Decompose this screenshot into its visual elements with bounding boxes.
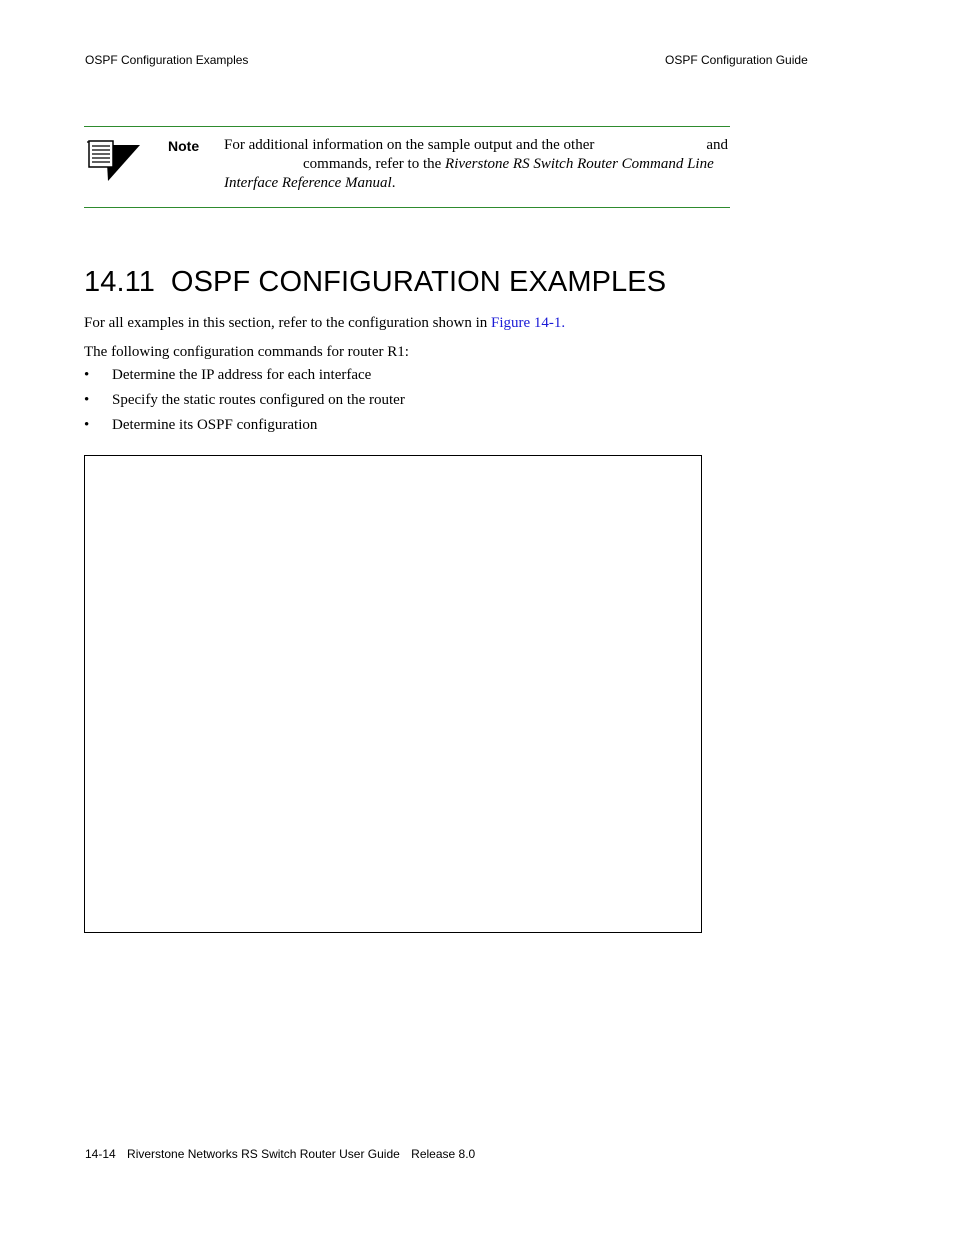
bullet-text: Specify the static routes configured on the router: [112, 392, 405, 408]
note-line-1: [224, 136, 728, 155]
section-number: 14.11: [84, 266, 155, 298]
section-heading: [84, 266, 666, 299]
bullet-icon: •: [84, 367, 90, 383]
bullet-text: Determine its OSPF configuration: [112, 417, 318, 433]
bullet-icon: •: [84, 417, 90, 433]
intro-paragraph: [84, 315, 565, 332]
note-line-3-text: [224, 174, 395, 193]
bullet-text: Determine the IP address for each interface: [112, 367, 372, 383]
footer-release: Release 8.0: [411, 1147, 476, 1161]
note-line-1-end: and: [706, 137, 728, 153]
note-line-2-start: commands, refer to the: [303, 156, 442, 172]
note-text: [224, 136, 728, 193]
running-header-left: OSPF Configuration Examples: [85, 53, 249, 67]
note-line-3-end: .: [391, 175, 396, 191]
note-line-2: [224, 155, 728, 174]
note-bottom-rule: [84, 207, 730, 208]
manual-title-part-2: Interface Reference Manual: [224, 175, 392, 191]
note-line-2-text: [303, 155, 714, 174]
code-example-box: [84, 455, 702, 933]
intro-text: For all examples in this section, refer to the configuration shown in: [84, 315, 488, 331]
note-line-3: [224, 174, 728, 193]
footer-title: Riverstone Networks RS Switch Router User Guide: [127, 1147, 400, 1161]
note-icon: [86, 139, 142, 183]
figure-link[interactable]: Figure 14-1: [491, 315, 562, 331]
note-line-1-start: For additional information on the sample output and the other: [224, 137, 595, 153]
bullet-icon: •: [84, 392, 90, 408]
intro-end: .: [561, 315, 566, 331]
manual-title-part-1: Riverstone RS Switch Router Command Line: [445, 156, 714, 172]
page-footer: [85, 1147, 483, 1161]
footer-page-number: 14-14: [85, 1147, 116, 1161]
note-top-rule: [84, 126, 730, 127]
note-label: Note: [168, 138, 200, 154]
running-header-right: OSPF Configuration Guide: [665, 53, 808, 67]
section-title: OSPF CONFIGURATION EXAMPLES: [170, 266, 667, 298]
commands-intro: The following configuration commands for router R1:: [84, 344, 409, 360]
